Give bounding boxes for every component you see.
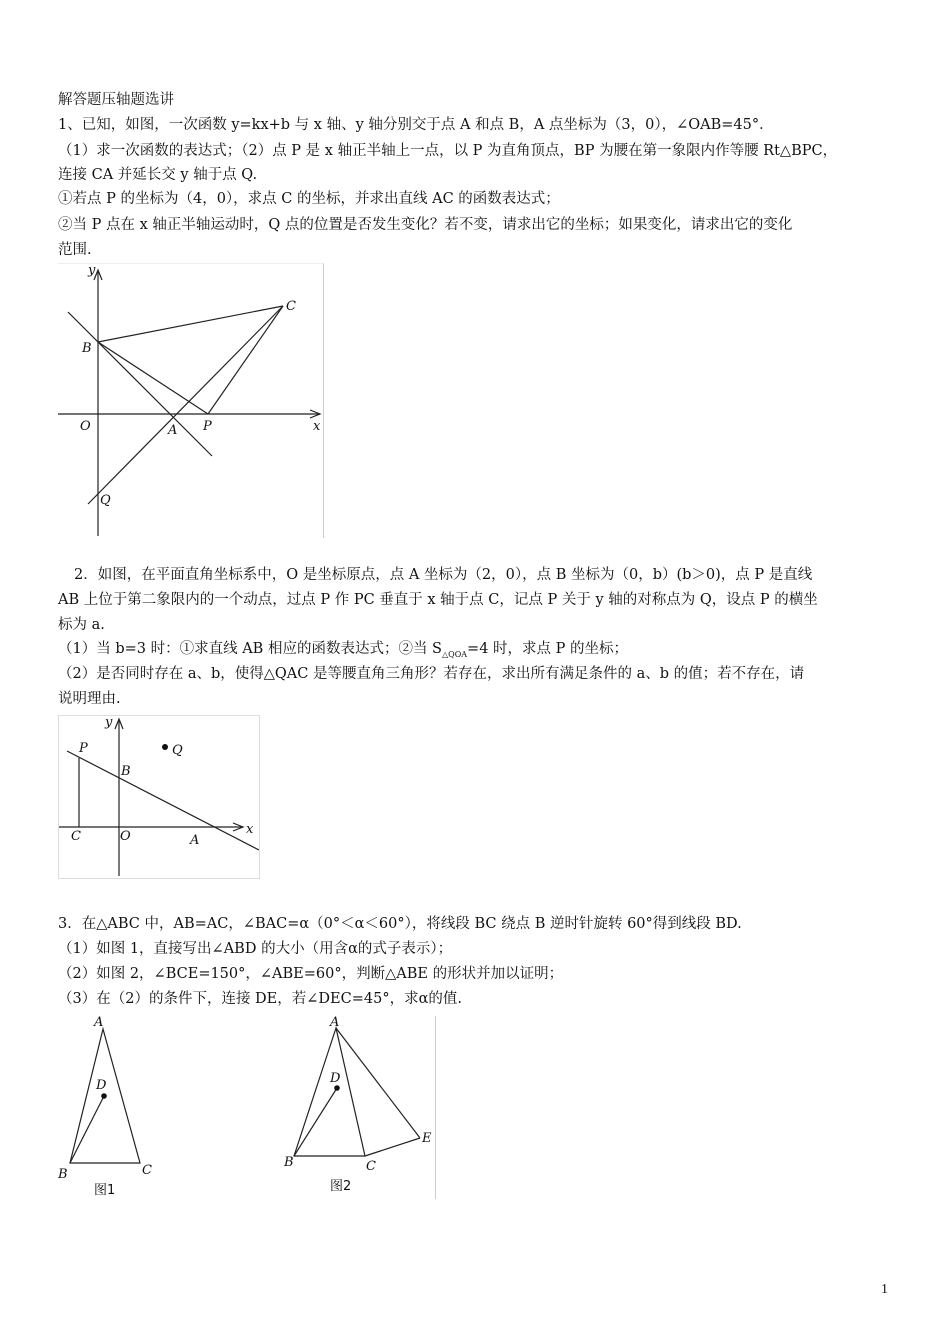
fig1-label-C: C: [286, 299, 296, 314]
q1-part1b: 连接 CA 并延长交 y 轴于点 Q.: [58, 167, 258, 183]
q2-figure: [58, 715, 260, 879]
q1-stem: 1、已知，如图，一次函数 y=kx+b 与 x 轴、y 轴分别交于点 A 和点 B，A 点坐标为（3，0），∠OAB=45°．: [58, 117, 774, 133]
q3-part2: （2）如图 2，∠BCE=150°，∠ABE=60°，判断△ABE 的形状并加以证明；: [58, 966, 564, 982]
fig1-label-P: P: [203, 419, 212, 434]
q1-sub1: ①若点 P 的坐标为（4，0），求点 C 的坐标，并求出直线 AC 的函数表达式；: [58, 191, 560, 207]
fig1-segment-BD: [70, 1096, 104, 1163]
line-CQ: [88, 306, 283, 504]
fig3-2-label-C: C: [366, 1159, 376, 1174]
q3-stem: 3．在△ABC 中，AB=AC，∠BAC=α（0°＜α＜60°），将线段 BC 绕点 B 逆时针旋转 60°得到线段 BD.: [58, 916, 742, 932]
fig2-label-x: x: [246, 822, 254, 837]
segment-BP: [98, 342, 208, 414]
segment-BC: [98, 306, 283, 342]
q2-part1-subscript: △QOA: [442, 650, 468, 659]
fig1-label-A: A: [168, 423, 178, 438]
q1-sub2b: 范围.: [58, 242, 92, 258]
q2-part1-a: （1）当 b=3 时：①求直线 AB 相应的函数表达式；②当 S: [58, 641, 442, 657]
q2-part2a: （2）是否同时存在 a、b，使得△QAC 是等腰直角三角形？若存在，求出所有满足条件的 a、b 的值；若不存在，请: [58, 666, 805, 682]
q2-part2b: 说明理由.: [58, 691, 121, 707]
point-Q-dot: [162, 744, 168, 750]
q2-part1-b: =4 时，求点 P 的坐标；: [467, 641, 629, 657]
q3-figure-svg: [58, 1016, 435, 1199]
fig2-point-D: [334, 1085, 340, 1091]
fig2-label-C: C: [71, 829, 81, 844]
fig3-1-label-D: D: [96, 1078, 107, 1093]
fig3-2-label-A: A: [330, 1016, 340, 1030]
q1-part1: （1）求一次函数的表达式；（2）点 P 是 x 轴正半轴上一点，以 P 为直角顶点，BP 为腰在第一象限内作等腰 Rt△BPC，: [58, 143, 838, 159]
fig3-2-caption: 图2: [330, 1179, 352, 1194]
fig1-label-y: y: [88, 264, 96, 278]
fig2-label-P: P: [79, 741, 88, 756]
fig2-label-y: y: [105, 716, 113, 730]
fig2-label-A: A: [190, 833, 200, 848]
q1-figure-svg: [58, 264, 323, 538]
fig2-triangle-ABC: [294, 1028, 365, 1156]
q2-figure-svg: [59, 716, 259, 878]
fig3-1-caption: 图1: [94, 1183, 116, 1198]
fig1-point-D: [101, 1093, 107, 1099]
fig3-1-label-C: C: [142, 1163, 152, 1178]
fig2-label-Q: Q: [172, 743, 183, 758]
q1-sub2a: ②当 P 点在 x 轴正半轴运动时，Q 点的位置是否发生变化？若不变，请求出它的坐标；如果变化，请求出它的变化: [58, 217, 793, 233]
q2-stem-b: AB 上位于第二象限内的一个动点，过点 P 作 PC 垂直于 x 轴于点 C，记点 P 关于 y 轴的对称点为 Q，设点 P 的横坐: [58, 592, 818, 608]
line-AB: [67, 751, 259, 850]
fig3-1-label-B: B: [58, 1167, 68, 1182]
fig3-2-label-D: D: [330, 1071, 341, 1086]
q1-figure: [58, 263, 324, 538]
page-number: 1: [881, 1282, 888, 1297]
q2-part1: [58, 639, 628, 665]
fig2-segment-CE: [365, 1138, 420, 1156]
fig1-label-O: O: [80, 419, 91, 434]
fig1-label-Q: Q: [100, 493, 111, 508]
fig3-2-label-B: B: [284, 1155, 294, 1170]
fig2-segment-BD: [294, 1088, 337, 1156]
q3-part3: （3）在（2）的条件下，连接 DE，若∠DEC=45°，求α的值.: [58, 991, 462, 1007]
q3-figure: [58, 1016, 436, 1199]
fig1-label-B: B: [82, 341, 92, 356]
page-title: 解答题压轴题选讲: [58, 92, 174, 108]
fig1-label-x: x: [313, 419, 321, 434]
fig2-label-B: B: [121, 764, 131, 779]
q3-part1: （1）如图 1，直接写出∠ABD 的大小（用含α的式子表示）；: [58, 941, 453, 957]
fig2-label-O: O: [120, 829, 131, 844]
q2-stem-a: 2．如图，在平面直角坐标系中，O 是坐标原点，点 A 坐标为（2，0），点 B 坐标为（0，b）(b＞0)，点 P 是直线: [74, 567, 813, 583]
fig3-2-label-E: E: [422, 1131, 432, 1146]
segment-PC: [208, 306, 283, 414]
q2-stem-c: 标为 a.: [58, 617, 105, 633]
fig3-1-label-A: A: [94, 1016, 104, 1030]
